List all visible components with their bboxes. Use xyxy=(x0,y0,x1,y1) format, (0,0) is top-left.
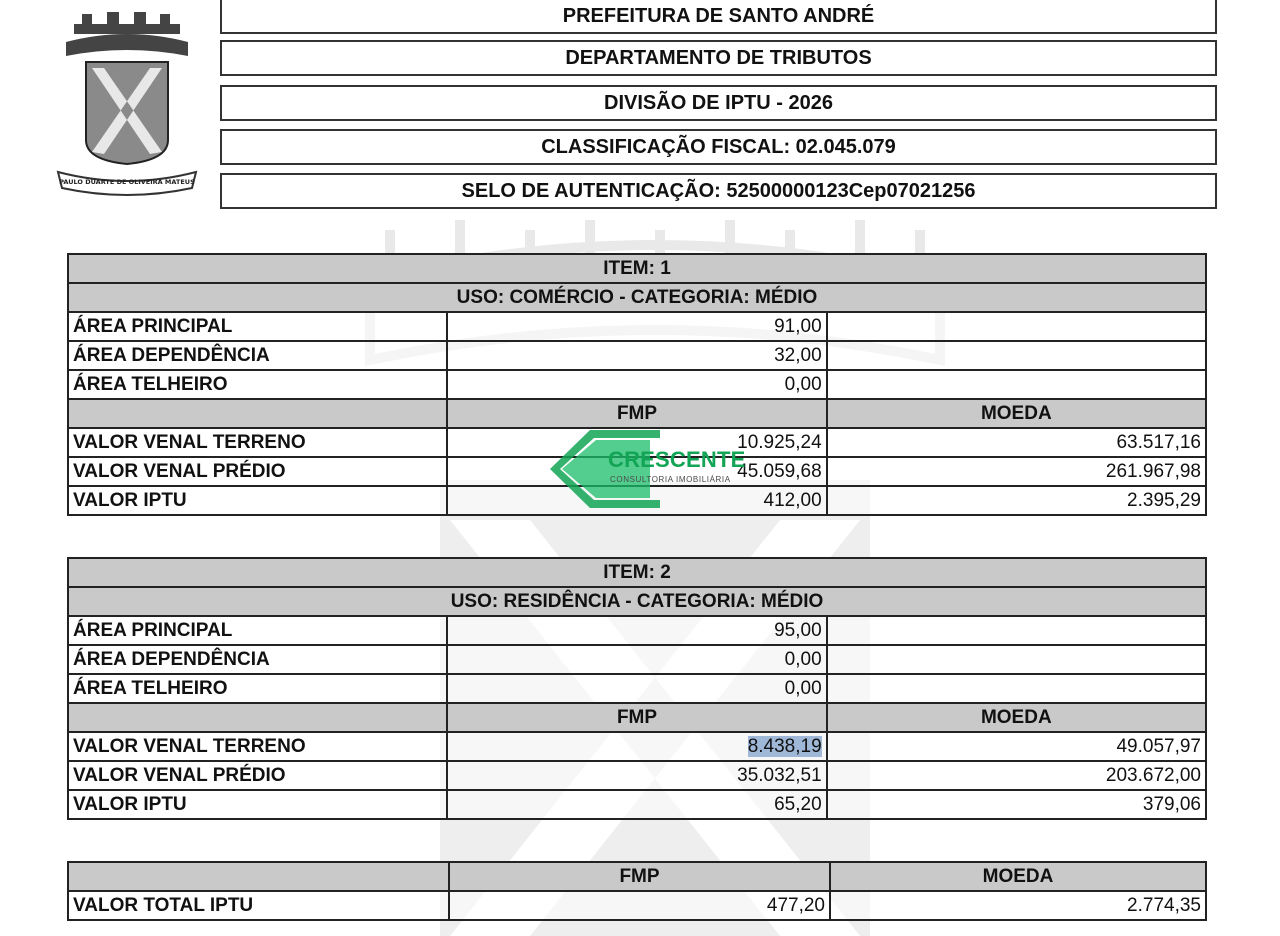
header-city: PREFEITURA DE SANTO ANDRÉ xyxy=(220,0,1217,34)
area-value: 32,00 xyxy=(447,341,826,370)
total-table xyxy=(67,861,1207,921)
area-label: ÁREA PRINCIPAL xyxy=(68,616,447,645)
crest-motto: PAULO DUARTE DE OLIVEIRA MATEUS xyxy=(59,178,195,186)
value-fmp: 412,00 xyxy=(447,486,826,515)
item-2-title: ITEM: 2 xyxy=(68,558,1206,587)
item-2-table xyxy=(67,557,1207,820)
selected-text[interactable]: 8.438,19 xyxy=(747,735,822,757)
column-header-fmp: FMP xyxy=(447,703,826,732)
item-1-title: ITEM: 1 xyxy=(68,254,1206,283)
header-fiscal-classification: CLASSIFICAÇÃO FISCAL: 02.045.079 xyxy=(220,129,1217,165)
area-label: ÁREA DEPENDÊNCIA xyxy=(68,645,447,674)
crescente-name: CRESCENTE xyxy=(608,447,746,472)
total-fmp: 477,20 xyxy=(449,891,830,920)
area-value: 95,00 xyxy=(447,616,826,645)
table-row xyxy=(68,312,1206,341)
column-header-moeda: MOEDA xyxy=(827,703,1206,732)
table-row xyxy=(68,790,1206,819)
empty-cell xyxy=(827,616,1206,645)
column-header-fmp: FMP xyxy=(447,399,826,428)
area-label: ÁREA TELHEIRO xyxy=(68,674,447,703)
value-fmp: 65,20 xyxy=(447,790,826,819)
value-fmp: 35.032,51 xyxy=(447,761,826,790)
empty-cell xyxy=(827,645,1206,674)
header-division: DIVISÃO DE IPTU - 2026 xyxy=(220,85,1217,121)
value-moeda: 261.967,98 xyxy=(827,457,1206,486)
area-label: ÁREA TELHEIRO xyxy=(68,370,447,399)
header-department: DEPARTAMENTO DE TRIBUTOS xyxy=(220,40,1217,76)
empty-header-cell xyxy=(68,862,449,891)
empty-cell xyxy=(827,674,1206,703)
value-moeda: 2.395,29 xyxy=(827,486,1206,515)
area-value: 0,00 xyxy=(447,645,826,674)
column-header-fmp: FMP xyxy=(449,862,830,891)
table-row xyxy=(68,891,1206,920)
value-fmp-selected[interactable] xyxy=(447,732,826,761)
table-row xyxy=(68,616,1206,645)
crescente-subtitle: CONSULTORIA IMOBILIÁRIA xyxy=(610,475,731,484)
table-row xyxy=(68,674,1206,703)
empty-cell xyxy=(827,341,1206,370)
empty-cell xyxy=(827,370,1206,399)
value-moeda: 49.057,97 xyxy=(827,732,1206,761)
column-header-moeda: MOEDA xyxy=(830,862,1206,891)
total-label: VALOR TOTAL IPTU xyxy=(68,891,449,920)
column-header-moeda: MOEDA xyxy=(827,399,1206,428)
empty-header-cell xyxy=(68,703,447,732)
area-label: ÁREA PRINCIPAL xyxy=(68,312,447,341)
value-fmp: 10.925,24 xyxy=(447,428,826,457)
area-value: 0,00 xyxy=(447,370,826,399)
area-value: 0,00 xyxy=(447,674,826,703)
value-moeda: 203.672,00 xyxy=(827,761,1206,790)
table-row xyxy=(68,732,1206,761)
value-moeda: 379,06 xyxy=(827,790,1206,819)
header-authentication-seal: SELO DE AUTENTICAÇÃO: 52500000123Cep07021256 xyxy=(220,173,1217,209)
value-label: VALOR VENAL TERRENO xyxy=(68,428,447,457)
table-row xyxy=(68,761,1206,790)
area-value: 91,00 xyxy=(447,312,826,341)
value-label: VALOR VENAL PRÉDIO xyxy=(68,457,447,486)
value-fmp: 45.059,68 xyxy=(447,457,826,486)
table-row xyxy=(68,341,1206,370)
empty-cell xyxy=(827,312,1206,341)
crest-icon xyxy=(52,12,202,197)
total-moeda: 2.774,35 xyxy=(830,891,1206,920)
area-label: ÁREA DEPENDÊNCIA xyxy=(68,341,447,370)
crescente-badge xyxy=(550,430,750,508)
value-label: VALOR VENAL TERRENO xyxy=(68,732,447,761)
value-moeda: 63.517,16 xyxy=(827,428,1206,457)
table-row xyxy=(68,370,1206,399)
item-2-uso: USO: RESIDÊNCIA - CATEGORIA: MÉDIO xyxy=(68,587,1206,616)
value-label: VALOR VENAL PRÉDIO xyxy=(68,761,447,790)
table-row xyxy=(68,645,1206,674)
item-1-uso: USO: COMÉRCIO - CATEGORIA: MÉDIO xyxy=(68,283,1206,312)
value-label: VALOR IPTU xyxy=(68,790,447,819)
value-label: VALOR IPTU xyxy=(68,486,447,515)
empty-header-cell xyxy=(68,399,447,428)
